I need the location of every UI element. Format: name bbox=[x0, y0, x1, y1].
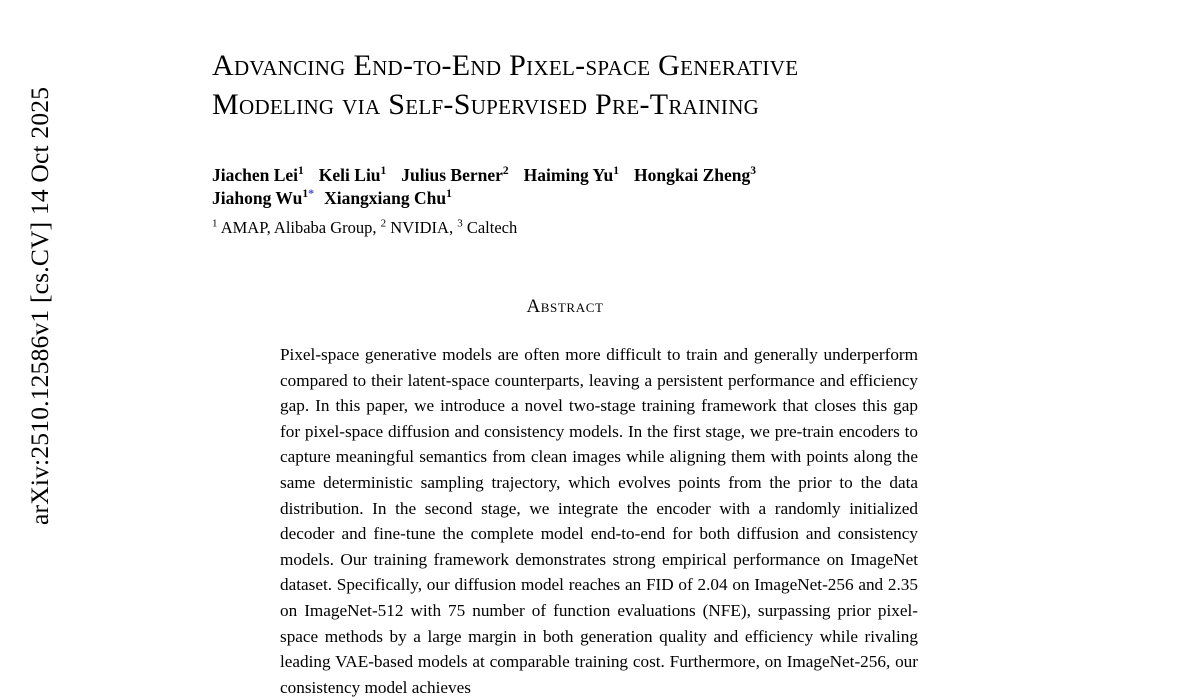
arxiv-stamp-text: arXiv:2510.12586v1 [cs.CV] 14 Oct 2025 bbox=[25, 86, 54, 525]
author-affil-marker: 1 bbox=[380, 165, 387, 178]
author-name: Hongkai Zheng bbox=[634, 165, 751, 185]
author-affil-marker: 2 bbox=[502, 165, 509, 178]
affiliation-marker-1: 1 bbox=[212, 217, 218, 230]
author-list bbox=[212, 164, 918, 210]
author-affil-marker: 3 bbox=[750, 165, 757, 178]
corresponding-author-icon: * bbox=[308, 186, 315, 201]
abstract-body bbox=[280, 342, 918, 700]
author-affil-marker: 1 bbox=[613, 165, 620, 178]
author-name: Haiming Yu bbox=[523, 165, 614, 185]
author-affil-marker: 1 bbox=[298, 165, 304, 178]
abstract-heading: Abstract bbox=[526, 296, 604, 317]
author-row-1 bbox=[212, 164, 918, 187]
affiliation-marker-3: 3 bbox=[457, 217, 463, 230]
arxiv-stamp bbox=[0, 0, 90, 648]
author-name: Jiachen Lei bbox=[212, 165, 299, 185]
abstract-paragraph: Pixel-space generative models are often more difficult to train and generally underperform compared to their latent-space counterparts, leaving a persistent performance and efficiency gap. In this paper, we introduce a novel two-stage training framework that closes this gap for pixel-space diffusion and consistency models. In the first stage, we pre-train encoders to capture meaningful semantics from clean images while aligning them with points along the same deterministic sampling trajectory, which evolves points from the prior to the data distribution. In the second stage, we integrate the encoder with a randomly initialized decoder and fine-tune the complete model end-to-end for both diffusion and consistency models. Our training framework demonstrates strong empirical performance on ImageNet dataset. Specifically, our diffusion model reaches an FID of 2.04 on ImageNet-256 and 2.35 on ImageNet-512 with 75 number of function evaluations (NFE), surpassing prior pixel-space methods by a large margin in both generation quality and efficiency while rivaling leading VAE-based models at comparable training cost. Furthermore, on ImageNet-256, our consistency model achieves bbox=[280, 345, 918, 697]
title-line-2: Modeling via Self-Supervised Pre-Training bbox=[212, 88, 760, 121]
affiliation-text-2: NVIDIA, bbox=[386, 218, 458, 237]
author-affil-marker: 1 bbox=[302, 188, 309, 201]
paper-page bbox=[212, 0, 918, 697]
author-name: Julius Berner bbox=[401, 165, 503, 185]
author-name: Keli Liu bbox=[318, 165, 381, 185]
author-row-2 bbox=[212, 187, 918, 210]
affiliation-text-3: Caltech bbox=[462, 218, 518, 237]
affiliations bbox=[212, 217, 918, 238]
affiliation-text-1: AMAP, Alibaba Group, bbox=[217, 218, 381, 237]
author-name: Xiangxiang Chu bbox=[324, 188, 447, 208]
page-title bbox=[212, 46, 918, 124]
author-name: Jiahong Wu bbox=[212, 188, 303, 208]
author-affil-marker: 1 bbox=[446, 188, 452, 201]
affiliation-marker-2: 2 bbox=[380, 217, 387, 230]
title-line-1: Advancing End-to-End Pixel-space Generative bbox=[212, 49, 799, 82]
